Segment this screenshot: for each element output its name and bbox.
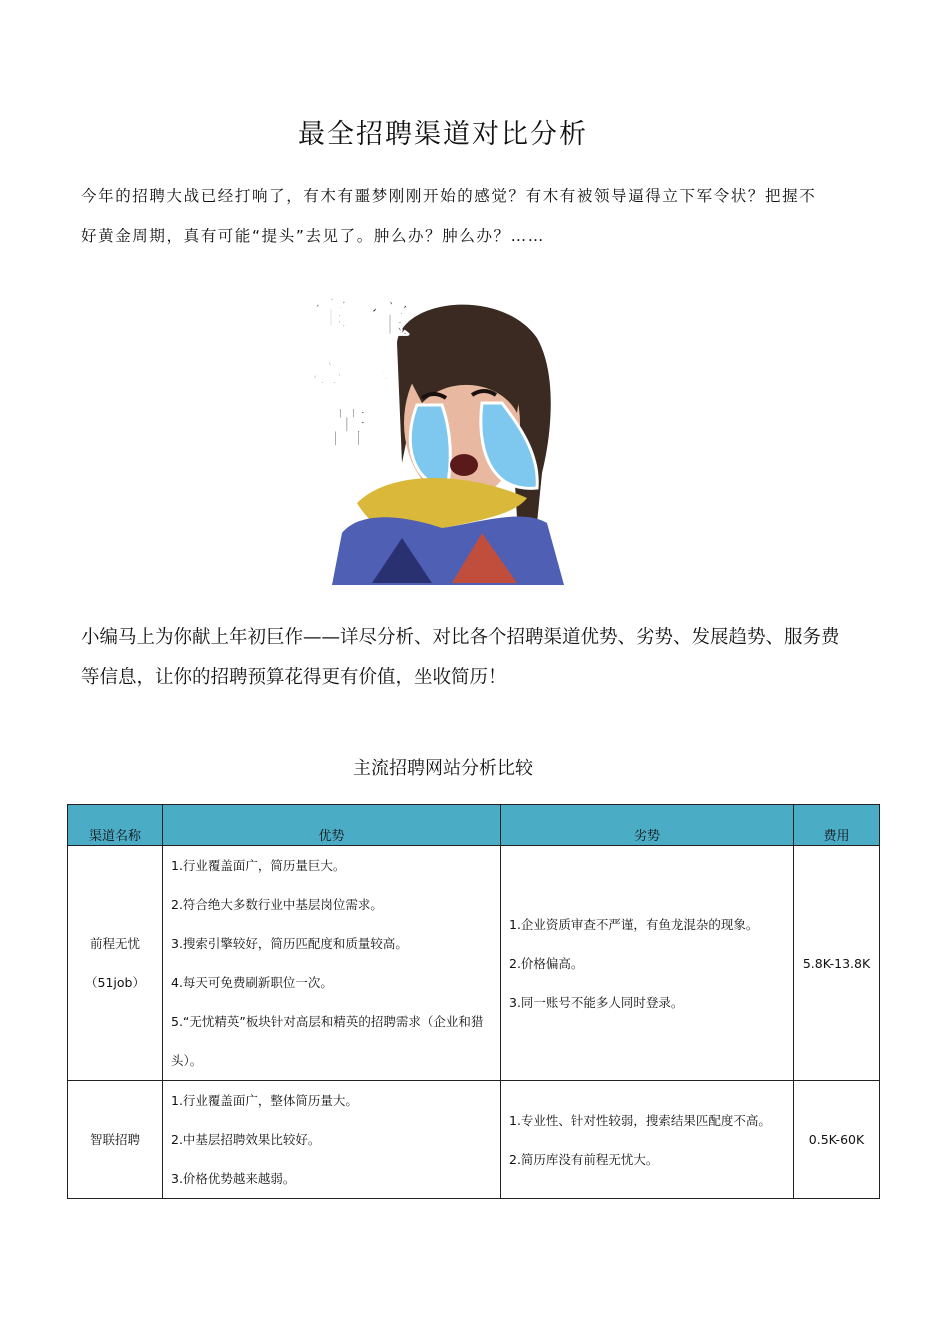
table-row [68, 846, 880, 1081]
advantage-item: 5.“无忧精英”板块针对高层和精英的招聘需求（企业和猎头）。 [171, 1014, 484, 1068]
table-row [68, 1081, 880, 1199]
advantages-cell [163, 846, 501, 1081]
table-header-row [68, 805, 880, 846]
advantage-item: 4.每天可免费刷新职位一次。 [171, 975, 333, 990]
disadvantages-cell [501, 1081, 794, 1199]
advantages-cell [163, 1081, 501, 1199]
advantage-item: 2.中基层招聘效果比较好。 [171, 1132, 321, 1147]
meme-char-1: 宝 [314, 294, 348, 334]
header-advantages: 优势 [163, 805, 501, 846]
fee-value: 0.5K-60K [794, 1081, 880, 1199]
header-fee: 费用 [794, 805, 880, 846]
crying-meme-image [302, 283, 564, 585]
meme-char-5: 苦 [326, 404, 369, 453]
lead-paragraph: 小编马上为你献上年初巨作——详尽分析、对比各个招聘渠道优势、劣势、发展趋势、服务费等信息，让你的招聘预算花得更有价值，坐收简历！ [81, 627, 840, 688]
disadvantage-item: 1.企业资质审查不严谨，有鱼龙混杂的现象。 [509, 916, 759, 932]
advantage-item: 2.符合绝大多数行业中基层岗位需求。 [171, 897, 383, 912]
meme-char-4: 里 [360, 351, 390, 386]
table-caption: 主流招聘网站分析比较 [353, 758, 533, 779]
header-channel: 渠道名称 [68, 805, 163, 846]
page-title: 最全招聘渠道对比分析 [298, 119, 588, 150]
header-disadvantages: 劣势 [501, 805, 794, 846]
disadvantage-item: 3.同一账号不能多人同时登录。 [509, 994, 684, 1010]
disadvantage-item: 2.价格偏高。 [509, 955, 584, 971]
fee-value: 5.8K-13.8K [794, 846, 880, 1081]
disadvantage-item: 2.简历库没有前程无忧大。 [509, 1151, 659, 1167]
meme-char-2: 宝 [370, 297, 410, 343]
advantage-item: 3.价格优势越来越弱。 [171, 1171, 296, 1186]
advantage-item: 1.行业覆盖面广，简历量巨大。 [171, 858, 346, 873]
disadvantage-item: 1.专业性、针对性较弱，搜索结果匹配度不高。 [509, 1112, 771, 1128]
channel-name: 智联招聘 [68, 1081, 163, 1199]
comparison-table [67, 804, 880, 1199]
advantage-item: 3.搜索引擎较好，简历匹配度和质量较高。 [171, 936, 408, 951]
channel-name: 前程无忧（51job） [68, 846, 163, 1081]
advantage-item: 1.行业覆盖面广，整体简历量大。 [171, 1093, 358, 1108]
meme-char-3: 心 [312, 356, 342, 391]
disadvantages-cell [501, 846, 794, 1081]
intro-paragraph: 今年的招聘大战已经打响了，有木有噩梦刚刚开始的感觉？有木有被领导逼得立下军令状？把握不好黄金周期，真有可能“提头”去见了。肿么办？肿么办？…… [81, 187, 817, 245]
